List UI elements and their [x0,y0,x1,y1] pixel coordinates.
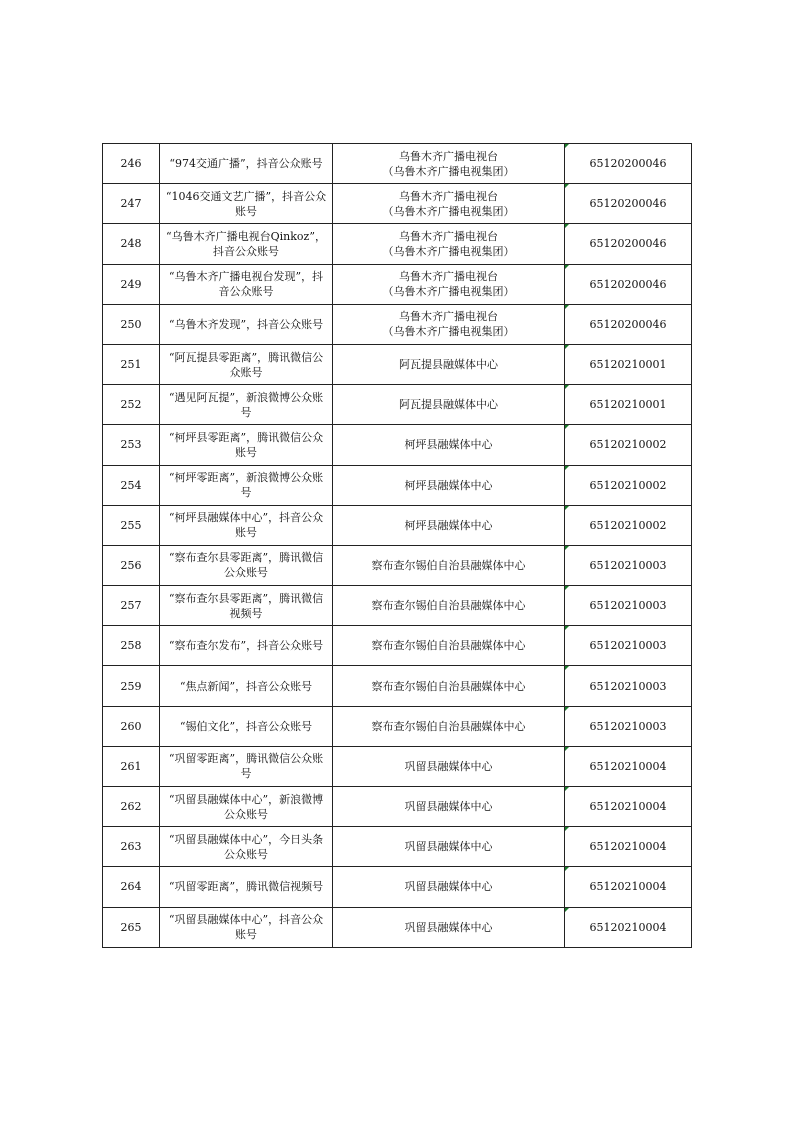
account-name [160,224,333,264]
account-name-text: “巩留县融媒体中心”，抖音公众账号 [168,913,324,942]
account-name [160,867,333,907]
organization-line: 阿瓦提县融媒体中心 [399,398,498,412]
account-name-text: “焦点新闻”，抖音公众账号 [179,679,313,693]
license-code: 65120210002 [565,505,692,545]
license-code: 65120210002 [565,425,692,465]
row-number: 249 [103,264,160,304]
row-number: 256 [103,545,160,585]
organization-line: （乌鲁木齐广播电视集团） [382,204,515,218]
account-name [160,385,333,425]
organization-line: 察布查尔锡伯自治县融媒体中心 [371,599,526,613]
account-name-text: “柯坪县融媒体中心”，抖音公众账号 [168,511,324,540]
account-name-text: “巩留县融媒体中心”，今日头条公众账号 [168,832,324,861]
license-code: 65120200046 [565,304,692,344]
row-number: 247 [103,184,160,224]
table-row [103,545,692,585]
account-name [160,626,333,666]
organization [333,746,565,786]
license-code: 65120200046 [565,264,692,304]
license-code: 65120200046 [565,224,692,264]
organization [333,264,565,304]
table-row [103,144,692,184]
account-name-text: “乌鲁木齐广播电视台Qinkoz”，抖音公众账号 [166,229,326,258]
organization-line: 巩留县融媒体中心 [404,800,493,814]
row-number: 257 [103,586,160,626]
license-code: 65120210003 [565,626,692,666]
organization-line: 巩留县融媒体中心 [404,880,493,894]
license-code: 65120210004 [565,746,692,786]
license-code: 65120200046 [565,144,692,184]
organization [333,505,565,545]
organization-line: 察布查尔锡伯自治县融媒体中心 [371,679,526,693]
organization [333,586,565,626]
account-name-text: “乌鲁木齐广播电视台发现”，抖音公众账号 [168,270,324,299]
row-number: 261 [103,746,160,786]
registry-table [102,143,692,948]
account-name [160,827,333,867]
license-code: 65120210001 [565,344,692,384]
account-name [160,264,333,304]
row-number: 251 [103,344,160,384]
account-name-text: “遇见阿瓦提”，新浪微博公众账号 [168,390,324,419]
account-name [160,545,333,585]
license-code: 65120210004 [565,867,692,907]
row-number: 246 [103,144,160,184]
organization [333,425,565,465]
organization [333,787,565,827]
organization [333,666,565,706]
row-number: 250 [103,304,160,344]
organization-line: 察布查尔锡伯自治县融媒体中心 [371,558,526,572]
row-number: 252 [103,385,160,425]
license-code: 65120210002 [565,465,692,505]
account-name [160,787,333,827]
organization-line: 柯坪县融媒体中心 [404,478,493,492]
organization [333,224,565,264]
organization-line: 乌鲁木齐广播电视台 [399,310,498,324]
account-name-text: “巩留零距离”，腾讯微信公众账号 [168,752,324,781]
row-number: 265 [103,907,160,947]
table-row [103,787,692,827]
account-name [160,505,333,545]
table-row [103,304,692,344]
row-number: 263 [103,827,160,867]
organization-line: 察布查尔锡伯自治县融媒体中心 [371,639,526,653]
account-name-text: “巩留零距离”，腾讯微信视频号 [168,880,324,894]
organization-line: 阿瓦提县融媒体中心 [399,358,498,372]
license-code: 65120210003 [565,706,692,746]
organization [333,626,565,666]
table-body [103,144,692,948]
organization [333,184,565,224]
table-row [103,626,692,666]
organization-line: 乌鲁木齐广播电视台 [399,189,498,203]
license-code: 65120210001 [565,385,692,425]
organization-line: （乌鲁木齐广播电视集团） [382,325,515,339]
row-number: 254 [103,465,160,505]
organization [333,827,565,867]
account-name [160,144,333,184]
organization-line: 乌鲁木齐广播电视台 [399,149,498,163]
table-row [103,827,692,867]
table-row [103,264,692,304]
table-row [103,385,692,425]
organization-line: 巩留县融媒体中心 [404,759,493,773]
account-name-text: “察布查尔县零距离”，腾讯微信公众账号 [168,551,324,580]
row-number: 258 [103,626,160,666]
organization-line: 察布查尔锡伯自治县融媒体中心 [371,719,526,733]
organization-line: 柯坪县融媒体中心 [404,438,493,452]
account-name [160,666,333,706]
organization [333,545,565,585]
account-name-text: “1046交通文艺广播”，抖音公众账号 [165,189,327,218]
license-code: 65120210004 [565,907,692,947]
row-number: 262 [103,787,160,827]
account-name [160,304,333,344]
row-number: 248 [103,224,160,264]
organization [333,867,565,907]
account-name [160,425,333,465]
account-name-text: “974交通广播”，抖音公众账号 [169,157,323,171]
license-code: 65120210003 [565,545,692,585]
organization-line: 巩留县融媒体中心 [404,840,493,854]
row-number: 259 [103,666,160,706]
organization [333,304,565,344]
account-name-text: “柯坪县零距离”，腾讯微信公众账号 [168,430,324,459]
row-number: 253 [103,425,160,465]
table-row [103,867,692,907]
row-number: 255 [103,505,160,545]
table-row [103,666,692,706]
table-row [103,907,692,947]
organization [333,144,565,184]
license-code: 65120210003 [565,586,692,626]
license-code: 65120210004 [565,787,692,827]
account-name [160,907,333,947]
organization-line: 柯坪县融媒体中心 [404,518,493,532]
organization-line: （乌鲁木齐广播电视集团） [382,285,515,299]
organization-line: 乌鲁木齐广播电视台 [399,270,498,284]
table-row [103,224,692,264]
table-row [103,465,692,505]
organization-line: 巩留县融媒体中心 [404,920,493,934]
row-number: 260 [103,706,160,746]
account-name-text: “阿瓦提县零距离”，腾讯微信公众账号 [168,350,324,379]
organization [333,706,565,746]
account-name [160,465,333,505]
account-name-text: “乌鲁木齐发现”，抖音公众账号 [168,317,324,331]
license-code: 65120200046 [565,184,692,224]
account-name [160,586,333,626]
organization-line: （乌鲁木齐广播电视集团） [382,164,515,178]
account-name-text: “柯坪零距离”，新浪微博公众账号 [168,471,324,500]
table-row [103,425,692,465]
organization [333,385,565,425]
organization [333,465,565,505]
table-row [103,706,692,746]
table-row [103,746,692,786]
account-name [160,746,333,786]
organization-line: （乌鲁木齐广播电视集团） [382,244,515,258]
table-row [103,505,692,545]
account-name-text: “察布查尔县零距离”，腾讯微信视频号 [168,591,324,620]
organization [333,344,565,384]
table-row [103,586,692,626]
row-number: 264 [103,867,160,907]
table-row [103,184,692,224]
account-name [160,344,333,384]
account-name [160,184,333,224]
organization-line: 乌鲁木齐广播电视台 [399,229,498,243]
account-name-text: “锡伯文化”，抖音公众账号 [179,719,313,733]
license-code: 65120210003 [565,666,692,706]
account-name-text: “巩留县融媒体中心”，新浪微博公众账号 [168,792,324,821]
account-name-text: “察布查尔发布”，抖音公众账号 [168,639,324,653]
table-row [103,344,692,384]
license-code: 65120210004 [565,827,692,867]
organization [333,907,565,947]
account-name [160,706,333,746]
